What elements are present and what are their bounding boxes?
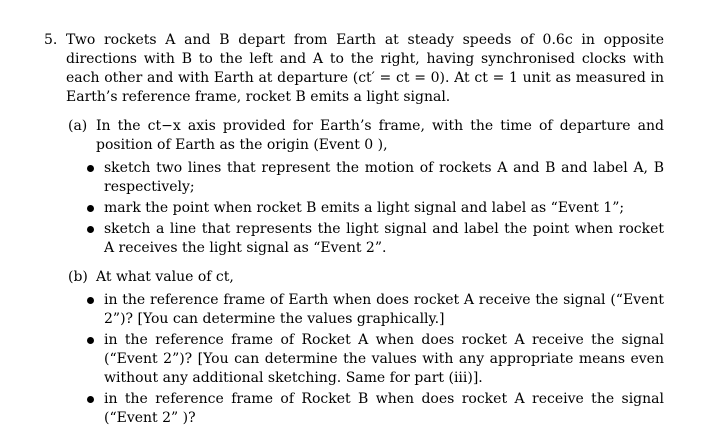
part-b-bullet-2-text: in the reference frame of Rocket A when does rocket A receive the signal (“Event 2”)? [You can determine the values with any appropriate means even without any additional sketching. Same for part (iii)]. [104, 332, 664, 386]
part-b-bullet-1 [104, 291, 664, 329]
part-b [68, 268, 664, 428]
part-b-label: (b) [68, 269, 88, 285]
part-b-bullet-1-text: in the reference frame of Earth when does rocket A receive the signal (“Event 2”)? [You can determine the values graphically.] [104, 292, 664, 327]
problem-5 [44, 31, 664, 430]
question-number: 5. [44, 32, 58, 48]
bullet-dot-icon [87, 396, 94, 403]
bullet-dot-icon [87, 205, 94, 212]
part-a-bullet-1-text: sketch two lines that represent the motion of rockets A and B and label A, B respectively; [104, 160, 664, 195]
part-b-bullet-3-text: in the reference frame of Rocket B when does rocket A receive the signal (“Event 2” )? [104, 391, 664, 426]
bullet-dot-icon [87, 165, 94, 172]
part-a [68, 117, 664, 258]
part-b-bullet-list [68, 291, 664, 428]
part-a-bullet-2-text: mark the point when rocket B emits a light signal and label as “Event 1”; [104, 200, 625, 216]
part-b-bullet-2 [104, 331, 664, 388]
part-a-label: (a) [68, 118, 88, 134]
part-a-bullet-3-text: sketch a line that represents the light signal and label the point when rocket A receives the light signal as “Event 2”. [104, 221, 664, 256]
question-text: Two rockets A and B depart from Earth at steady speeds of 0.6c in opposite directions with B to the left and A to the right, having synchronised clocks with each other and with Earth at departure (ct′ = ct = 0). At ct = 1 unit as measured in Earth’s reference frame, rocket B emits a light signal. [66, 32, 664, 105]
bullet-dot-icon [87, 226, 94, 233]
bullet-dot-icon [87, 297, 94, 304]
part-a-bullet-2 [104, 199, 664, 218]
part-a-bullet-list [68, 159, 664, 258]
part-a-bullet-3 [104, 220, 664, 258]
part-b-bullet-3 [104, 390, 664, 428]
bullet-dot-icon [87, 337, 94, 344]
part-a-bullet-1 [104, 159, 664, 197]
part-a-text: In the ct−x axis provided for Earth’s frame, with the time of departure and position of Earth as the origin (Event 0 ), [96, 118, 664, 153]
part-b-text: At what value of ct, [96, 269, 234, 285]
